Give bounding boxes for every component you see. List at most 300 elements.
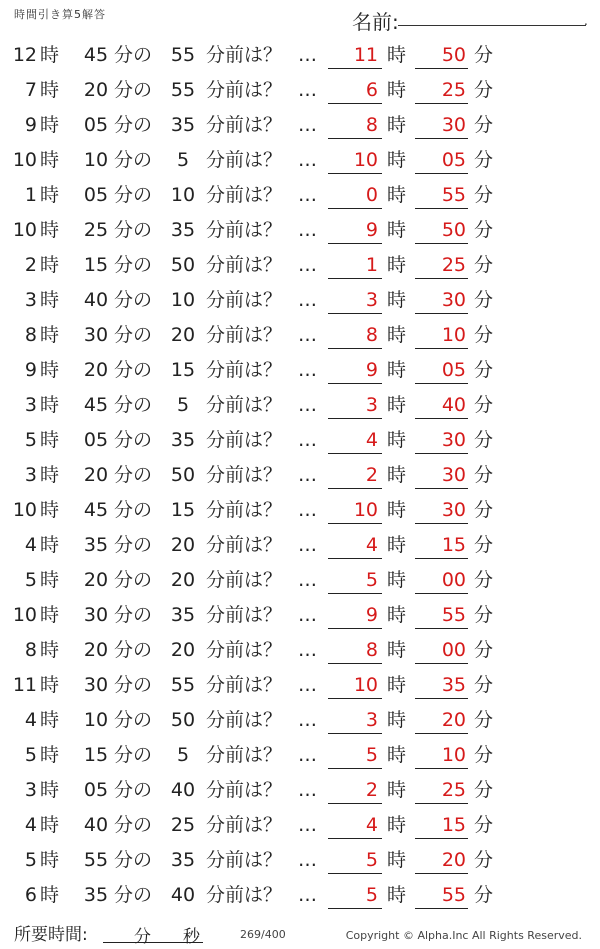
ellipsis: … (298, 429, 317, 451)
minute-unit: 分の (114, 149, 153, 171)
answer-hour-blank (328, 663, 382, 664)
hour-value: 8 (24, 324, 37, 346)
answer-minute-unit: 分 (474, 254, 494, 276)
subtract-value: 55 (170, 674, 196, 696)
answer-hour-unit: 時 (387, 849, 407, 871)
answer-hour-blank (328, 488, 382, 489)
answer-minute-unit: 分 (474, 744, 494, 766)
hour-value: 3 (24, 394, 37, 416)
subtract-value: 35 (170, 604, 196, 626)
ellipsis: … (298, 79, 317, 101)
hour-value: 9 (24, 114, 37, 136)
question-text: 分前は？ (206, 499, 283, 521)
ellipsis: … (298, 394, 317, 416)
answer-minute-blank (415, 628, 468, 629)
question-text: 分前は？ (206, 849, 283, 871)
question-text: 分前は？ (206, 779, 283, 801)
minute-unit: 分の (114, 324, 153, 346)
subtract-value: 35 (170, 219, 196, 241)
hour-value: 10 (12, 149, 37, 171)
answer-hour-unit: 時 (387, 569, 407, 591)
hour-unit: 時 (40, 569, 60, 591)
problem-row (0, 493, 600, 528)
minute-unit: 分の (114, 44, 153, 66)
question-text: 分前は？ (206, 674, 283, 696)
hour-value: 1 (24, 184, 37, 206)
answer-minute: 05 (441, 149, 466, 171)
minute-unit: 分の (114, 254, 153, 276)
answer-minute-blank (415, 838, 468, 839)
answer-hour-blank (328, 208, 382, 209)
hour-value: 3 (24, 464, 37, 486)
ellipsis: … (298, 744, 317, 766)
answer-hour-blank (328, 593, 382, 594)
ellipsis: … (298, 289, 317, 311)
answer-hour-unit: 時 (387, 639, 407, 661)
answer-hour-blank (328, 733, 382, 734)
subtract-value: 15 (170, 359, 196, 381)
hour-unit: 時 (40, 499, 60, 521)
answer-hour-blank (328, 523, 382, 524)
answer-hour: 8 (365, 114, 378, 136)
answer-minute-unit: 分 (474, 44, 494, 66)
question-text: 分前は？ (206, 149, 283, 171)
question-text: 分前は？ (206, 709, 283, 731)
minute-value: 30 (83, 604, 109, 626)
hour-unit: 時 (40, 744, 60, 766)
answer-hour: 3 (365, 289, 378, 311)
hour-unit: 時 (40, 289, 60, 311)
answer-minute-unit: 分 (474, 429, 494, 451)
ellipsis: … (298, 814, 317, 836)
answer-minute-unit: 分 (474, 709, 494, 731)
subtract-value: 40 (170, 884, 196, 906)
minute-unit: 分の (114, 359, 153, 381)
answer-minute-unit: 分 (474, 394, 494, 416)
hour-unit: 時 (40, 604, 60, 626)
ellipsis: … (298, 254, 317, 276)
answer-hour: 3 (365, 709, 378, 731)
answer-minute-unit: 分 (474, 219, 494, 241)
answer-minute: 40 (441, 394, 466, 416)
problem-row (0, 668, 600, 703)
answer-hour-blank (328, 313, 382, 314)
hour-value: 5 (24, 744, 37, 766)
hour-value: 4 (24, 709, 37, 731)
answer-hour-blank (328, 558, 382, 559)
question-text: 分前は？ (206, 639, 283, 661)
answer-hour-blank (328, 698, 382, 699)
problem-row (0, 598, 600, 633)
name-line[interactable] (398, 25, 586, 26)
hour-unit: 時 (40, 149, 60, 171)
answer-hour: 2 (365, 464, 378, 486)
hour-unit: 時 (40, 394, 60, 416)
answer-hour: 9 (365, 604, 378, 626)
time-required-label: 所要時間: (14, 925, 88, 945)
answer-minute-blank (415, 768, 468, 769)
answer-hour: 5 (365, 744, 378, 766)
name-end-mark: . (584, 14, 588, 28)
answer-hour-unit: 時 (387, 464, 407, 486)
answer-hour: 0 (365, 184, 378, 206)
minute-value: 30 (83, 324, 109, 346)
answer-minute: 05 (441, 359, 466, 381)
minute-unit: 分の (114, 884, 153, 906)
answer-hour-unit: 時 (387, 709, 407, 731)
question-text: 分前は？ (206, 254, 283, 276)
subtract-value: 20 (170, 569, 196, 591)
minute-value: 20 (83, 639, 109, 661)
answer-hour-unit: 時 (387, 744, 407, 766)
question-text: 分前は？ (206, 114, 283, 136)
minute-unit: 分の (114, 674, 153, 696)
answer-hour-unit: 時 (387, 219, 407, 241)
minute-value: 35 (83, 884, 109, 906)
question-text: 分前は？ (206, 569, 283, 591)
answer-hour-blank (328, 453, 382, 454)
problem-row (0, 248, 600, 283)
minutes-label: 分 (134, 927, 151, 947)
answer-minute-blank (415, 558, 468, 559)
answer-hour-blank (328, 383, 382, 384)
problem-row (0, 458, 600, 493)
subtract-value: 55 (170, 79, 196, 101)
hour-unit: 時 (40, 79, 60, 101)
answer-hour-unit: 時 (387, 289, 407, 311)
name-label: 名前: (352, 10, 399, 34)
answer-minute-unit: 分 (474, 464, 494, 486)
ellipsis: … (298, 324, 317, 346)
hour-unit: 時 (40, 674, 60, 696)
answer-minute-unit: 分 (474, 849, 494, 871)
hour-value: 3 (24, 289, 37, 311)
answer-hour-unit: 時 (387, 534, 407, 556)
answer-minute: 20 (441, 849, 466, 871)
ellipsis: … (298, 534, 317, 556)
problem-row (0, 108, 600, 143)
subtract-value: 10 (170, 289, 196, 311)
minute-value: 30 (83, 674, 109, 696)
subtract-value: 55 (170, 44, 196, 66)
answer-hour: 2 (365, 779, 378, 801)
problem-row (0, 388, 600, 423)
hour-unit: 時 (40, 534, 60, 556)
minute-value: 05 (83, 114, 109, 136)
subtract-value: 25 (170, 814, 196, 836)
question-text: 分前は？ (206, 44, 283, 66)
ellipsis: … (298, 499, 317, 521)
answer-minute: 15 (441, 534, 466, 556)
hour-unit: 時 (40, 184, 60, 206)
problem-row (0, 213, 600, 248)
hour-value: 10 (12, 219, 37, 241)
subtract-value: 50 (170, 709, 196, 731)
ellipsis: … (298, 219, 317, 241)
ellipsis: … (298, 779, 317, 801)
minute-unit: 分の (114, 814, 153, 836)
answer-hour-unit: 時 (387, 429, 407, 451)
answer-hour-unit: 時 (387, 884, 407, 906)
answer-minute-unit: 分 (474, 604, 494, 626)
answer-minute: 25 (441, 79, 466, 101)
minute-unit: 分の (114, 569, 153, 591)
answer-minute-unit: 分 (474, 184, 494, 206)
answer-minute-unit: 分 (474, 569, 494, 591)
ellipsis: … (298, 359, 317, 381)
hour-unit: 時 (40, 114, 60, 136)
question-text: 分前は？ (206, 359, 283, 381)
answer-minute-unit: 分 (474, 289, 494, 311)
subtract-value: 20 (170, 639, 196, 661)
answer-hour-blank (328, 68, 382, 69)
minute-value: 05 (83, 429, 109, 451)
answer-minute: 30 (441, 114, 466, 136)
ellipsis: … (298, 639, 317, 661)
answer-hour-unit: 時 (387, 394, 407, 416)
subtract-value: 15 (170, 499, 196, 521)
hour-unit: 時 (40, 779, 60, 801)
hour-unit: 時 (40, 44, 60, 66)
answer-hour-unit: 時 (387, 149, 407, 171)
answer-minute: 30 (441, 429, 466, 451)
answer-hour-unit: 時 (387, 674, 407, 696)
answer-minute: 55 (441, 884, 466, 906)
answer-minute-blank (415, 873, 468, 874)
answer-hour: 4 (365, 429, 378, 451)
minute-value: 45 (83, 499, 109, 521)
minute-unit: 分の (114, 849, 153, 871)
answer-minute: 55 (441, 604, 466, 626)
minute-unit: 分の (114, 219, 153, 241)
answer-hour-blank (328, 348, 382, 349)
minute-value: 55 (83, 849, 109, 871)
answer-hour-blank (328, 278, 382, 279)
answer-minute-unit: 分 (474, 79, 494, 101)
hour-unit: 時 (40, 709, 60, 731)
problem-row (0, 143, 600, 178)
answer-hour-blank (328, 768, 382, 769)
minute-unit: 分の (114, 604, 153, 626)
answer-hour: 3 (365, 394, 378, 416)
minute-unit: 分の (114, 709, 153, 731)
answer-hour-unit: 時 (387, 499, 407, 521)
subtract-value: 5 (176, 149, 190, 171)
hour-unit: 時 (40, 324, 60, 346)
ellipsis: … (298, 44, 317, 66)
minute-value: 35 (83, 534, 109, 556)
ellipsis: … (298, 849, 317, 871)
ellipsis: … (298, 464, 317, 486)
hour-value: 8 (24, 639, 37, 661)
hour-value: 3 (24, 779, 37, 801)
minute-unit: 分の (114, 79, 153, 101)
answer-minute-blank (415, 348, 468, 349)
minute-unit: 分の (114, 779, 153, 801)
answer-hour: 5 (365, 569, 378, 591)
answer-hour-blank (328, 628, 382, 629)
hour-value: 2 (24, 254, 37, 276)
answer-hour-unit: 時 (387, 44, 407, 66)
ellipsis: … (298, 709, 317, 731)
ellipsis: … (298, 184, 317, 206)
hour-value: 4 (24, 814, 37, 836)
hour-value: 6 (24, 884, 37, 906)
ellipsis: … (298, 674, 317, 696)
page-number: 269/400 (240, 928, 286, 941)
question-text: 分前は？ (206, 289, 283, 311)
subtract-value: 20 (170, 324, 196, 346)
problem-row (0, 38, 600, 73)
subtract-value: 10 (170, 184, 196, 206)
hour-value: 7 (24, 79, 37, 101)
answer-minute-blank (415, 698, 468, 699)
answer-hour-unit: 時 (387, 604, 407, 626)
answer-hour: 9 (365, 359, 378, 381)
minute-unit: 分の (114, 394, 153, 416)
answer-minute-blank (415, 593, 468, 594)
answer-minute-unit: 分 (474, 499, 494, 521)
question-text: 分前は？ (206, 394, 283, 416)
answer-minute: 30 (441, 499, 466, 521)
copyright: Copyright © Alpha.Inc All Rights Reserved. (345, 929, 582, 942)
answer-minute-unit: 分 (474, 884, 494, 906)
problem-row (0, 738, 600, 773)
problem-row (0, 283, 600, 318)
answer-hour-blank (328, 138, 382, 139)
answer-hour: 4 (365, 534, 378, 556)
answer-minute-blank (415, 523, 468, 524)
minute-unit: 分の (114, 289, 153, 311)
hour-value: 5 (24, 849, 37, 871)
answer-minute-blank (415, 138, 468, 139)
problem-row (0, 563, 600, 598)
hour-unit: 時 (40, 849, 60, 871)
answer-minute: 25 (441, 779, 466, 801)
answer-minute: 30 (441, 464, 466, 486)
minute-value: 20 (83, 569, 109, 591)
problem-row (0, 423, 600, 458)
ellipsis: … (298, 884, 317, 906)
subtract-value: 40 (170, 779, 196, 801)
subtract-value: 35 (170, 114, 196, 136)
answer-minute-blank (415, 208, 468, 209)
problem-row (0, 843, 600, 878)
minute-value: 05 (83, 184, 109, 206)
answer-minute: 00 (441, 569, 466, 591)
answer-minute-blank (415, 243, 468, 244)
answer-hour-blank (328, 173, 382, 174)
answer-hour-blank (328, 838, 382, 839)
hour-value: 12 (12, 44, 37, 66)
ellipsis: … (298, 114, 317, 136)
answer-minute-unit: 分 (474, 814, 494, 836)
question-text: 分前は？ (206, 604, 283, 626)
problem-row (0, 808, 600, 843)
answer-minute: 15 (441, 814, 466, 836)
minute-value: 20 (83, 79, 109, 101)
answer-minute: 55 (441, 184, 466, 206)
answer-hour-blank (328, 873, 382, 874)
question-text: 分前は？ (206, 79, 283, 101)
hour-unit: 時 (40, 884, 60, 906)
answer-minute: 10 (441, 324, 466, 346)
question-text: 分前は？ (206, 534, 283, 556)
minute-value: 45 (83, 44, 109, 66)
minute-value: 40 (83, 814, 109, 836)
answer-hour: 9 (365, 219, 378, 241)
answer-minute-blank (415, 418, 468, 419)
answer-minute-unit: 分 (474, 114, 494, 136)
minute-value: 20 (83, 464, 109, 486)
answer-hour-unit: 時 (387, 184, 407, 206)
answer-hour: 4 (365, 814, 378, 836)
answer-minute-unit: 分 (474, 639, 494, 661)
answer-minute: 20 (441, 709, 466, 731)
hour-value: 11 (12, 674, 37, 696)
problem-row (0, 878, 600, 913)
answer-minute: 10 (441, 744, 466, 766)
answer-minute-unit: 分 (474, 324, 494, 346)
hour-value: 5 (24, 569, 37, 591)
answer-hour: 10 (353, 149, 378, 171)
hour-value: 10 (12, 604, 37, 626)
answer-hour: 10 (353, 499, 378, 521)
hour-unit: 時 (40, 639, 60, 661)
answer-hour: 1 (365, 254, 378, 276)
answer-minute-unit: 分 (474, 149, 494, 171)
answer-hour-blank (328, 243, 382, 244)
answer-minute: 35 (441, 674, 466, 696)
subtract-value: 5 (176, 744, 190, 766)
hour-value: 10 (12, 499, 37, 521)
minute-unit: 分の (114, 499, 153, 521)
minute-value: 15 (83, 744, 109, 766)
problem-row (0, 178, 600, 213)
answer-minute-blank (415, 453, 468, 454)
answer-hour: 6 (365, 79, 378, 101)
answer-hour-blank (328, 908, 382, 909)
minute-value: 15 (83, 254, 109, 276)
answer-minute-blank (415, 383, 468, 384)
answer-minute-blank (415, 103, 468, 104)
seconds-label: 秒 (183, 927, 200, 947)
problem-row (0, 353, 600, 388)
hour-unit: 時 (40, 814, 60, 836)
answer-hour-blank (328, 418, 382, 419)
question-text: 分前は？ (206, 744, 283, 766)
hour-value: 4 (24, 534, 37, 556)
ellipsis: … (298, 604, 317, 626)
answer-hour-unit: 時 (387, 359, 407, 381)
question-text: 分前は？ (206, 324, 283, 346)
hour-unit: 時 (40, 359, 60, 381)
hour-unit: 時 (40, 254, 60, 276)
answer-minute-unit: 分 (474, 359, 494, 381)
minute-value: 40 (83, 289, 109, 311)
answer-minute-blank (415, 313, 468, 314)
problem-row (0, 318, 600, 353)
problem-row (0, 633, 600, 668)
problem-row (0, 73, 600, 108)
minute-unit: 分の (114, 184, 153, 206)
problem-row (0, 703, 600, 738)
answer-minute-unit: 分 (474, 674, 494, 696)
question-text: 分前は？ (206, 464, 283, 486)
ellipsis: … (298, 149, 317, 171)
answer-hour-blank (328, 103, 382, 104)
subtract-value: 20 (170, 534, 196, 556)
